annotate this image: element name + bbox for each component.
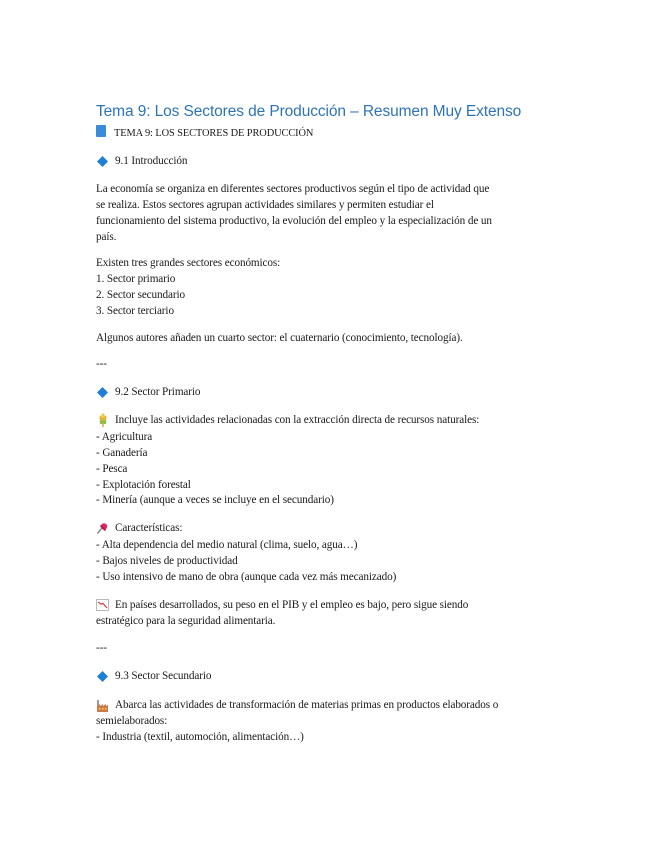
intro-paragraph-line: La economía se organiza en diferentes sectores productivos según el tipo de actividad que xyxy=(96,183,490,195)
list-item: - Alta dependencia del medio natural (clima, suelo, agua…) xyxy=(96,539,358,551)
features-label-text: Características: xyxy=(115,522,183,534)
diamond-icon xyxy=(96,156,109,167)
section-heading-secondary xyxy=(96,668,211,684)
document-title: Tema 9: Los Sectores de Producción – Resumen Muy Extenso xyxy=(96,103,522,120)
separator: --- xyxy=(96,358,107,370)
list-item: 3. Sector terciario xyxy=(96,305,174,317)
book-icon xyxy=(96,125,106,137)
primary-features-label xyxy=(96,520,182,536)
list-item: - Pesca xyxy=(96,463,128,475)
intro-paragraph-line: se realiza. Estos sectores agrupan actividades similares y permiten estudiar el xyxy=(96,199,434,211)
primary-intro-text: Incluye las actividades relacionadas con la extracción directa de recursos naturales: xyxy=(115,414,480,426)
intro-list-intro: Existen tres grandes sectores económicos: xyxy=(96,257,281,269)
list-item: - Ganadería xyxy=(96,447,148,459)
chart-decreasing-icon xyxy=(96,599,109,611)
section-heading-primary xyxy=(96,384,200,400)
secondary-intro-line: semielaborados: xyxy=(96,715,168,727)
list-item: - Agricultura xyxy=(96,431,153,443)
list-item: - Industria (textil, automoción, alimentación…) xyxy=(96,731,304,743)
diamond-icon xyxy=(96,387,109,398)
list-item: 2. Sector secundario xyxy=(96,289,186,301)
list-item: - Minería (aunque a veces se incluye en el secundario) xyxy=(96,494,334,506)
intro-paragraph-line: funcionamiento del sistema productivo, la evolución del empleo y la especialización de un xyxy=(96,215,492,227)
diamond-icon xyxy=(96,671,109,682)
section-heading-text: 9.2 Sector Primario xyxy=(115,386,201,398)
primary-summary-line xyxy=(96,597,468,613)
pushpin-icon xyxy=(96,522,109,535)
secondary-intro-text: Abarca las actividades de transformación de materias primas en productos elaborados o xyxy=(115,699,499,711)
factory-icon xyxy=(96,699,109,712)
separator: --- xyxy=(96,642,107,654)
section-heading-text: 9.3 Sector Secundario xyxy=(115,670,212,682)
list-item: - Explotación forestal xyxy=(96,479,191,491)
document-heading-text: TEMA 9: LOS SECTORES DE PRODUCCIÓN xyxy=(114,128,314,139)
summary-text: En países desarrollados, su peso en el PIB y el empleo es bajo, pero sigue siendo xyxy=(115,599,469,611)
wheat-icon xyxy=(96,413,109,427)
primary-summary-line: estratégico para la seguridad alimentaria. xyxy=(96,615,276,627)
intro-note: Algunos autores añaden un cuarto sector: el cuaternario (conocimiento, tecnología). xyxy=(96,332,463,344)
section-heading-intro xyxy=(96,153,187,169)
section-heading-text: 9.1 Introducción xyxy=(115,155,188,167)
list-item: - Uso intensivo de mano de obra (aunque cada vez más mecanizado) xyxy=(96,571,397,583)
list-item: 1. Sector primario xyxy=(96,273,176,285)
list-item: - Bajos niveles de productividad xyxy=(96,555,238,567)
document-heading xyxy=(96,125,313,142)
secondary-intro-line xyxy=(96,697,498,713)
primary-intro xyxy=(96,412,479,428)
intro-paragraph-line: país. xyxy=(96,231,117,243)
